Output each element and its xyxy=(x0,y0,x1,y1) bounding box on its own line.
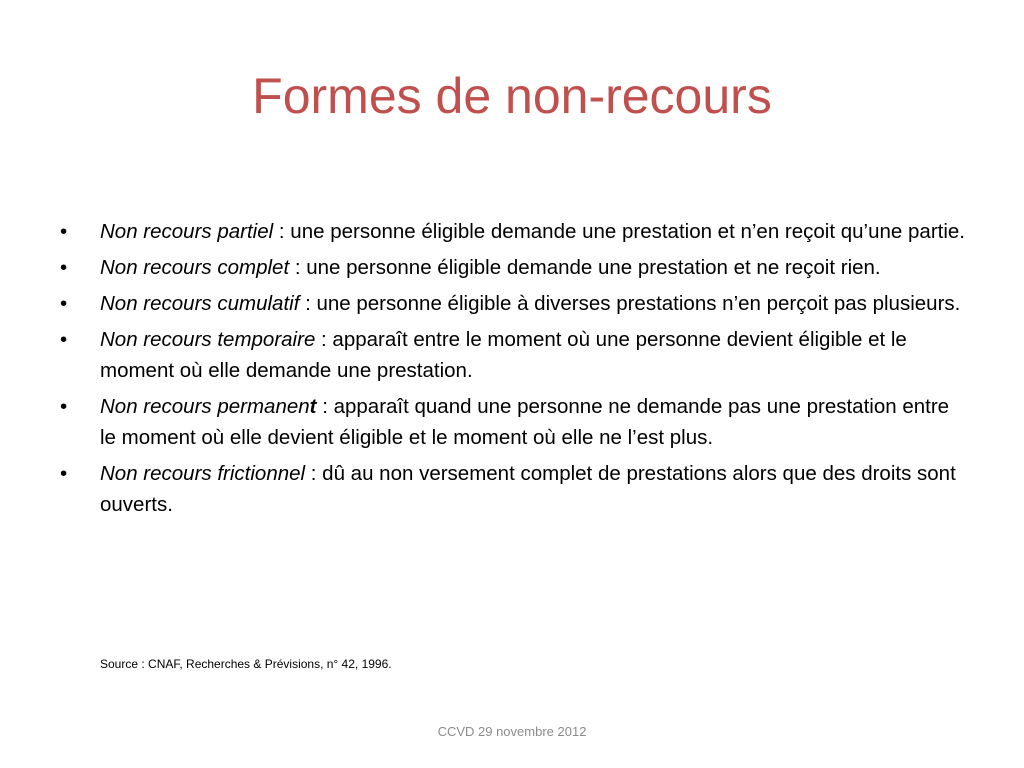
bullet-term: Non recours frictionnel xyxy=(100,462,306,485)
bullet-item-partiel xyxy=(60,216,970,247)
slide-title: Formes de non-recours xyxy=(252,68,772,124)
bullet-item-permanent xyxy=(60,391,970,453)
bullet-text: : apparaît entre le moment où une personne devient éligible et le moment où elle demande une prestation. xyxy=(100,328,907,382)
bullet-list xyxy=(60,216,970,525)
bullet-icon: • xyxy=(60,256,68,279)
bullet-item-complet xyxy=(60,252,970,283)
bullet-text: : apparaît quand une personne ne demande pas une prestation entre le moment où elle devient éligible et le moment où elle ne l’est plus. xyxy=(100,395,950,449)
bullet-item-frictionnel xyxy=(60,458,970,520)
bullet-text: : dû au non versement complet de prestations alors que des droits sont ouverts. xyxy=(100,462,956,516)
bullet-item-temporaire xyxy=(60,324,970,386)
bullet-icon: • xyxy=(60,462,68,485)
bullet-term: Non recours complet xyxy=(100,256,290,279)
bullet-icon: • xyxy=(60,220,68,243)
bullet-icon: • xyxy=(60,292,68,315)
bullet-text: : une personne éligible à diverses prestations n’en perçoit pas plusieurs. xyxy=(299,292,961,315)
bullet-term: Non recours partiel xyxy=(100,220,274,243)
bullet-icon: • xyxy=(60,395,68,418)
bullet-term: Non recours temporaire xyxy=(100,328,316,351)
bullet-term-suffix: t xyxy=(309,395,317,418)
bullet-term: Non recours permanen xyxy=(100,395,310,418)
bullet-icon: • xyxy=(60,328,68,351)
bullet-term: Non recours cumulatif xyxy=(100,292,300,315)
bullet-item-cumulatif xyxy=(60,288,970,319)
bullet-text: : une personne éligible demande une prestation et ne reçoit rien. xyxy=(289,256,881,279)
slide-footer: CCVD 29 novembre 2012 xyxy=(437,724,587,739)
source-citation: Source : CNAF, Recherches & Prévisions, n° 42, 1996. xyxy=(100,657,392,671)
bullet-text: : une personne éligible demande une prestation et n’en reçoit qu’une partie. xyxy=(273,220,965,243)
